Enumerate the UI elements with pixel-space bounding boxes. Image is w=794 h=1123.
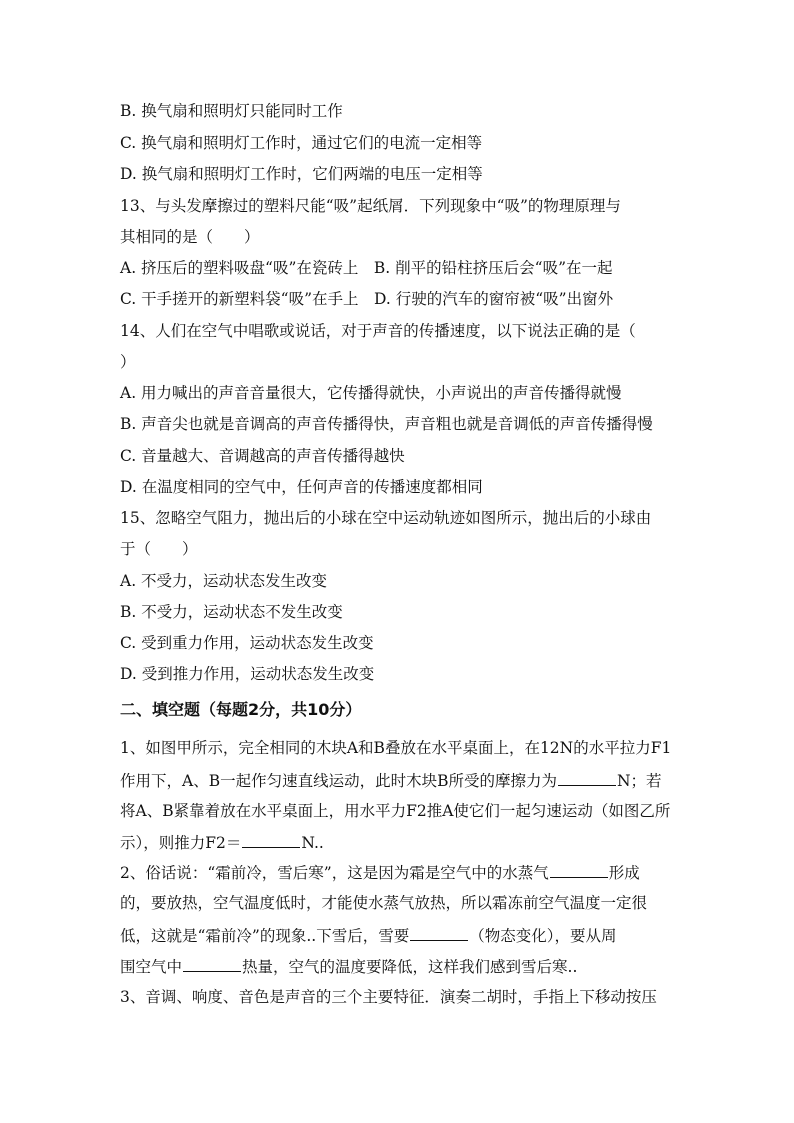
fill-q2-line3: 低，这就是“霜前冷”的现象..下雪后，雪要 （物态变化），要从周 — [120, 924, 680, 947]
question-15-line2: 于（ ） — [120, 540, 198, 558]
question-14-line2: ） — [120, 353, 136, 371]
option-15d: D. 受到推力作用，运动状态发生改变 — [120, 665, 375, 683]
fill-q2-line2: 的，要放热，空气温度低时，才能使水蒸气放热，所以霜冻前空气温度一定很 — [120, 894, 648, 912]
fill-q1-line2: 作用下，A、B一起作匀速直线运动，此时木块B所受的摩擦力为 N；若 — [120, 769, 680, 792]
fill-q1-line3: 将A、B紧靠着放在水平桌面上，用水平力F2推A使它们一起匀速运动（如图乙所 — [120, 802, 671, 820]
fill-q3-line1: 3、音调、响度、音色是声音的三个主要特征．演奏二胡时，手指上下移动按压 — [120, 988, 657, 1006]
fill-q1-line4: 示），则推力F2＝ N.. — [120, 831, 680, 854]
answer-blank-4[interactable] — [410, 924, 468, 941]
option-12b: B. 换气扇和照明灯只能同时工作 — [120, 102, 343, 120]
option-14c: C. 音量越大、音调越高的声音传播得越快 — [120, 447, 405, 465]
section-title: 二、填空题（每题2分，共10分） — [120, 700, 362, 719]
option-14d: D. 在温度相同的空气中，任何声音的传播速度都相同 — [120, 478, 483, 496]
option-13ab: A. 挤压后的塑料吸盘“吸”在瓷砖上 B. 削平的铅柱挤压后会“吸”在一起 — [120, 259, 613, 277]
question-13-line1: 13、与头发摩擦过的塑料尺能“吸”起纸屑．下列现象中“吸”的物理原理与 — [120, 197, 621, 215]
answer-blank-2[interactable] — [242, 831, 300, 848]
question-13-line2: 其相同的是（ ） — [120, 228, 260, 246]
option-15a: A. 不受力，运动状态发生改变 — [120, 572, 328, 590]
answer-blank-1[interactable] — [558, 769, 616, 786]
fill-q2-line4: 围空气中 热量，空气的温度要降低，这样我们感到雪后寒.. — [120, 955, 680, 978]
answer-blank-3[interactable] — [550, 861, 608, 878]
question-15-line1: 15、忽略空气阻力，抛出后的小球在空中运动轨迹如图所示，抛出后的小球由 — [120, 509, 652, 527]
option-15c: C. 受到重力作用，运动状态发生改变 — [120, 634, 374, 652]
option-14b: B. 声音尖也就是音调高的声音传播得快，声音粗也就是音调低的声音传播得慢 — [120, 415, 653, 433]
option-12d: D. 换气扇和照明灯工作时，它们两端的电压一定相等 — [120, 165, 483, 183]
fill-q2-line1: 2、俗话说：“霜前冷，雪后寒”，这是因为霜是空气中的水蒸气 形成 — [120, 861, 680, 884]
question-14-line1: 14、人们在空气中唱歌或说话，对于声音的传播速度，以下说法正确的是（ — [120, 322, 636, 340]
fill-q1-line1: 1、如图甲所示，完全相同的木块A和B叠放在水平桌面上，在12N的水平拉力F1 — [120, 739, 672, 757]
option-15b: B. 不受力，运动状态不发生改变 — [120, 603, 343, 621]
answer-blank-5[interactable] — [183, 955, 241, 972]
option-14a: A. 用力喊出的声音音量很大，它传播得就快，小声说出的声音传播得就慢 — [120, 384, 622, 402]
option-12c: C. 换气扇和照明灯工作时，通过它们的电流一定相等 — [120, 134, 483, 152]
option-13cd: C. 干手搓开的新塑料袋“吸”在手上 D. 行驶的汽车的窗帘被“吸”出窗外 — [120, 290, 614, 308]
